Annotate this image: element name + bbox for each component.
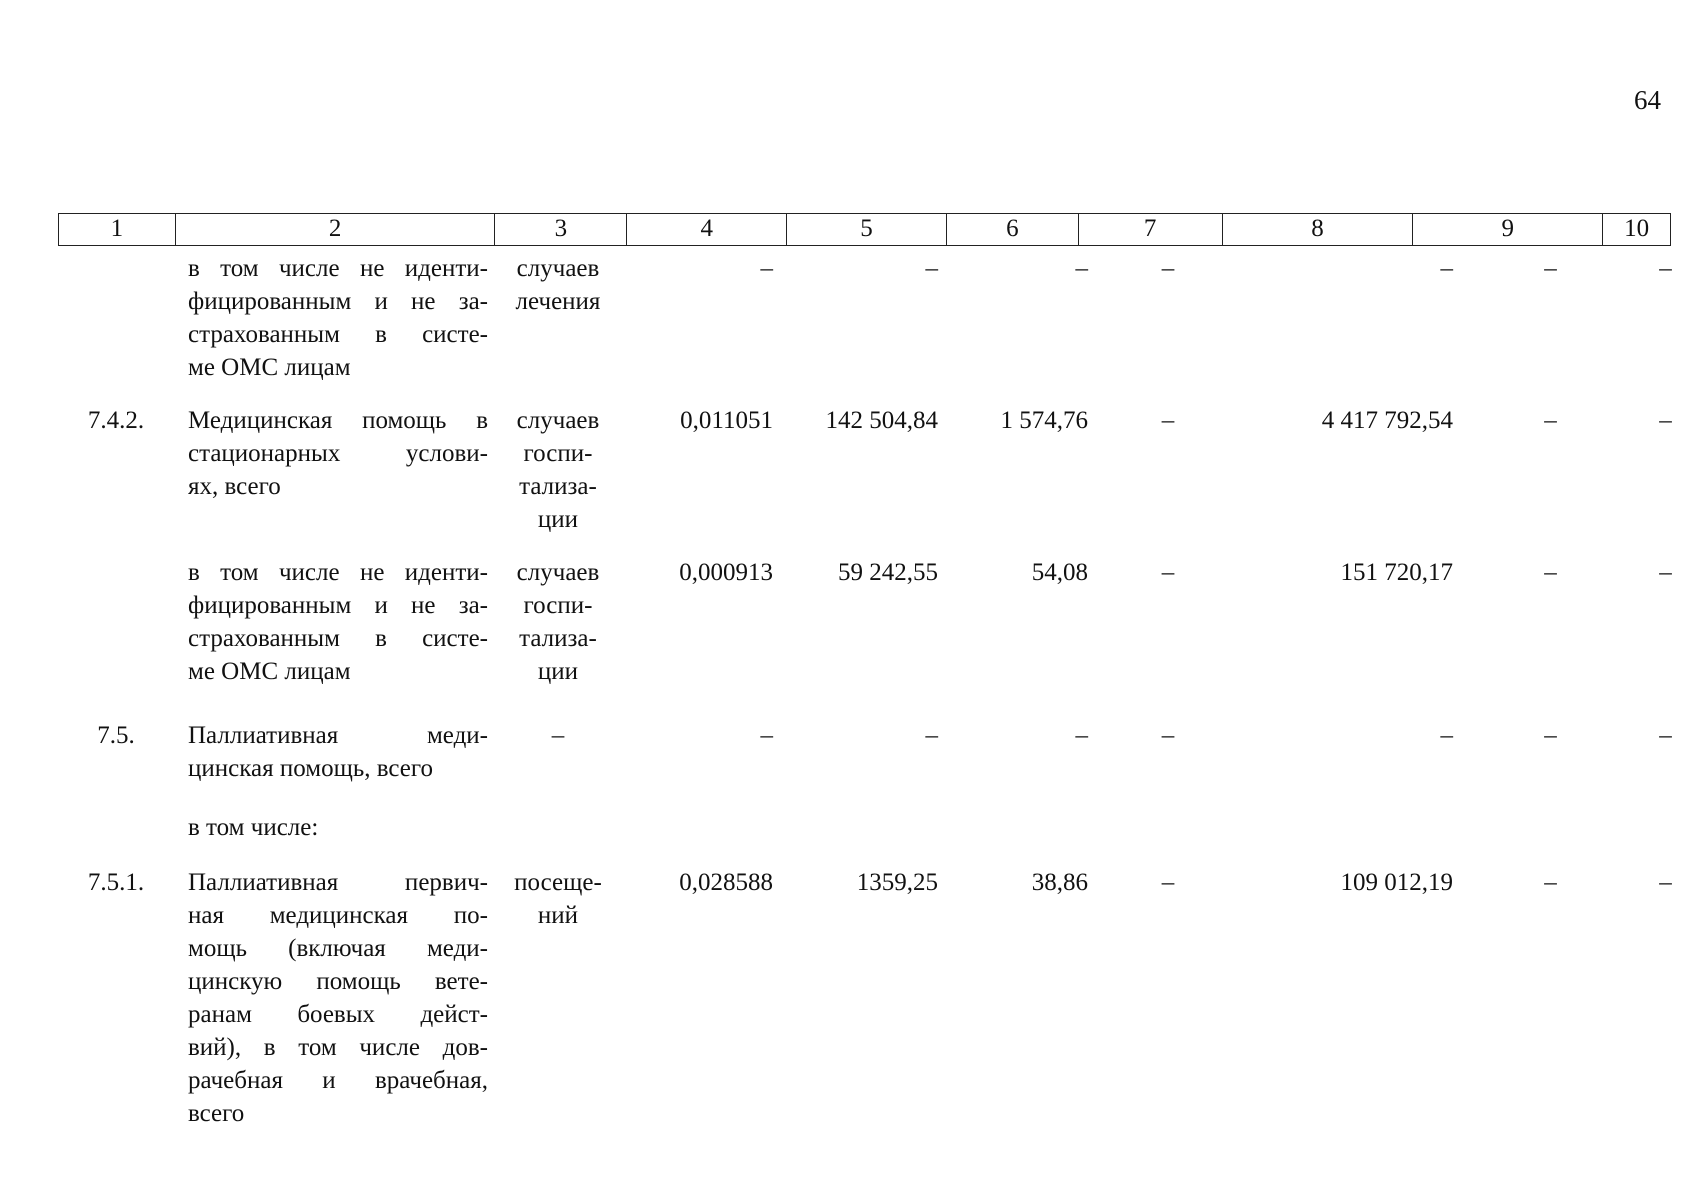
row-unit [498, 404, 618, 536]
cell-col-5: – [925, 722, 938, 749]
cell-col-10: – [1659, 407, 1672, 434]
cell-col-8: 109 012,19 [1340, 869, 1453, 896]
cell-col-7: – [1161, 869, 1175, 896]
unit-line: случаев [516, 559, 600, 586]
name-line: в том числе не иденти- [188, 255, 488, 282]
name-line: фицированным и не за- [188, 592, 488, 619]
name-line: цинская помощь, всего [188, 755, 434, 782]
unit-line: лечения [515, 288, 601, 315]
name-line: в том числе: [188, 814, 319, 841]
cell-col-6: 54,08 [1031, 559, 1088, 586]
cell-col-4: 0,028588 [679, 869, 773, 896]
name-line: стационарных услови- [188, 440, 488, 467]
unit-line: тализа- [519, 625, 597, 652]
header-col-2: 2 [176, 214, 496, 245]
cell-col-5: 142 504,84 [825, 407, 938, 434]
row-name [188, 811, 488, 844]
cell-col-9: – [1544, 559, 1557, 586]
name-line: рачебная и врачебная, [188, 1067, 488, 1094]
header-col-1: 1 [59, 214, 176, 245]
name-line: цинскую помощь вете- [188, 968, 488, 995]
name-line: в том числе не иденти- [188, 559, 488, 586]
cell-col-4: 0,000913 [679, 559, 773, 586]
name-line: ная медицинская по- [188, 902, 488, 929]
header-col-10: 10 [1624, 215, 1650, 242]
name-line: страхованным в систе- [188, 625, 488, 652]
name-line: Паллиативная меди- [188, 722, 488, 749]
header-col-4: 4 [627, 214, 787, 245]
row-name [188, 719, 488, 785]
row-number: 7.5. [97, 722, 135, 749]
unit-line: госпи- [523, 592, 593, 619]
cell-col-10: – [1659, 559, 1672, 586]
cell-col-5: 59 242,55 [838, 559, 938, 586]
unit-line: посеще- [514, 869, 602, 896]
header-col-7: 7 [1079, 214, 1223, 245]
unit-line: ции [537, 506, 579, 533]
cell-col-10: – [1659, 255, 1672, 282]
header-col-3: 3 [495, 214, 627, 245]
cell-col-6: – [1075, 722, 1088, 749]
unit-line: случаев [516, 407, 600, 434]
cell-col-4: 0,011051 [680, 407, 773, 434]
name-line: ях, всего [188, 473, 281, 500]
cell-col-6: 1 574,76 [1000, 407, 1088, 434]
cell-col-5: – [925, 255, 938, 282]
unit-line: тализа- [519, 473, 597, 500]
header-col-9: 9 [1413, 214, 1603, 245]
cell-col-4: – [760, 255, 773, 282]
header-col-8: 8 [1223, 214, 1414, 245]
name-line: вий), в том числе дов- [188, 1034, 488, 1061]
name-line: мощь (включая меди- [188, 935, 488, 962]
name-line: ранам боевых дейст- [188, 1001, 488, 1028]
name-line: ме ОМС лицам [188, 658, 351, 685]
unit-line: ции [537, 658, 579, 685]
unit-line: случаев [516, 255, 600, 282]
row-name [188, 404, 488, 503]
cell-col-8: – [1440, 722, 1453, 749]
cell-col-10: – [1659, 722, 1672, 749]
row-number: 7.5.1. [87, 869, 145, 896]
cell-col-10: – [1659, 869, 1672, 896]
cell-col-7: – [1161, 722, 1175, 749]
name-line: страхованным в систе- [188, 321, 488, 348]
name-line: ме ОМС лицам [188, 354, 351, 381]
row-unit [498, 866, 618, 932]
cell-col-6: – [1075, 255, 1088, 282]
table-header-row [58, 213, 1671, 246]
unit-line: госпи- [523, 440, 593, 467]
cell-col-7: – [1161, 255, 1175, 282]
cell-col-9: – [1544, 255, 1557, 282]
row-unit [498, 556, 618, 688]
cell-col-8: 151 720,17 [1340, 559, 1453, 586]
row-unit [498, 252, 618, 318]
header-col-5: 5 [787, 214, 947, 245]
unit-line: – [551, 722, 565, 749]
cell-col-7: – [1161, 407, 1175, 434]
row-unit [498, 719, 618, 752]
cell-col-7: – [1161, 559, 1175, 586]
name-line: Медицинская помощь в [188, 407, 488, 434]
cell-col-5: 1359,25 [856, 869, 938, 896]
page-number: 64 [1634, 85, 1661, 115]
name-line: фицированным и не за- [188, 288, 488, 315]
cell-col-9: – [1544, 722, 1557, 749]
row-name [188, 866, 488, 1130]
cell-col-8: – [1440, 255, 1453, 282]
header-col-6: 6 [947, 214, 1079, 245]
name-line: всего [188, 1100, 245, 1127]
cell-col-8: 4 417 792,54 [1321, 407, 1453, 434]
cell-col-4: – [760, 722, 773, 749]
unit-line: ний [537, 902, 579, 929]
row-name [188, 556, 488, 688]
row-name [188, 252, 488, 384]
row-number: 7.4.2. [87, 407, 145, 434]
name-line: Паллиативная первич- [188, 869, 488, 896]
cell-col-9: – [1544, 407, 1557, 434]
cell-col-6: 38,86 [1031, 869, 1088, 896]
cell-col-9: – [1544, 869, 1557, 896]
